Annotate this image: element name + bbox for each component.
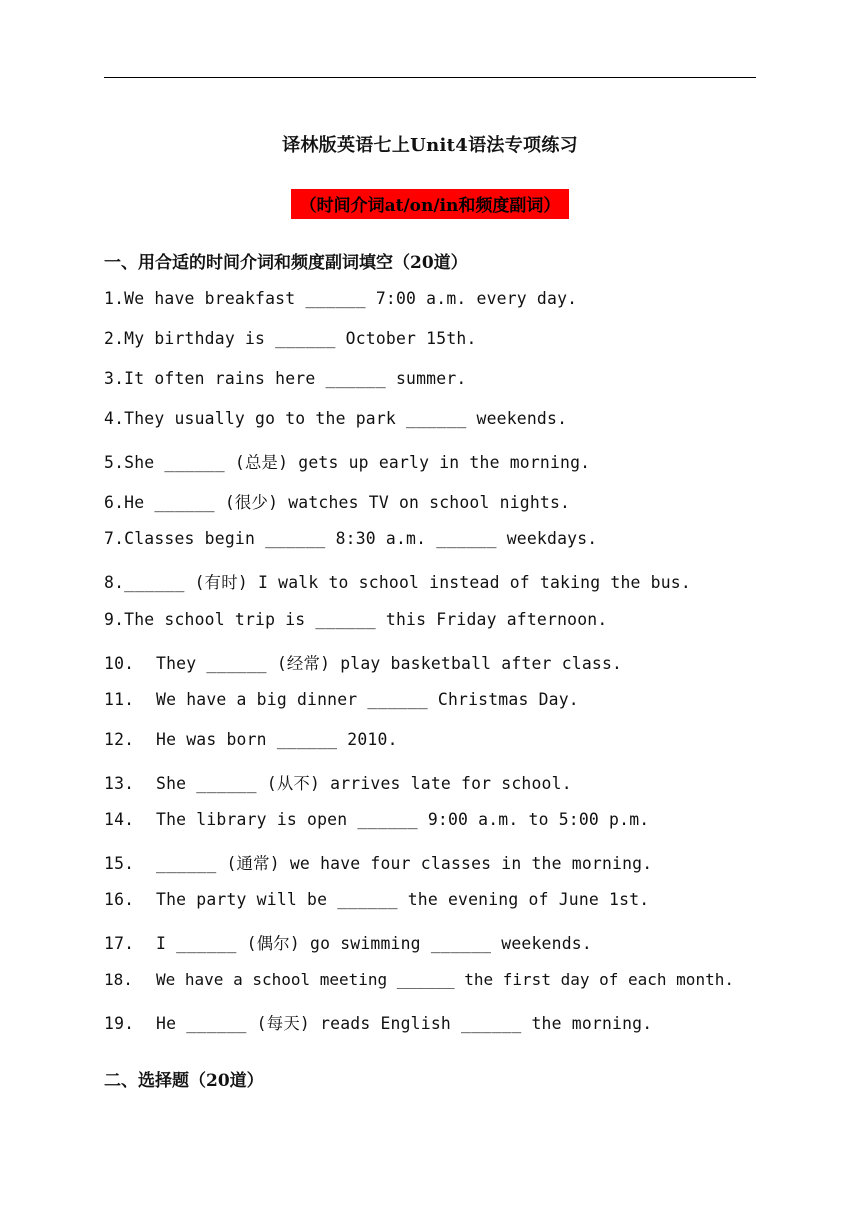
question-item [104, 569, 691, 593]
question-text: It often rains here ______ summer. [124, 369, 467, 388]
question-item [104, 890, 649, 909]
question-number: 6. [104, 493, 125, 512]
question-item [104, 369, 466, 388]
section-heading-fill-blank: 一、用合适的时间介词和频度副词填空（20道） [104, 253, 468, 273]
subtitle-wrap [0, 189, 860, 219]
question-text: I ______ (偶尔) go swimming ______ weekends. [156, 934, 592, 953]
page-subtitle: （时间介词at/on/in和频度副词） [291, 189, 570, 219]
question-item [104, 970, 734, 989]
question-number: 16. [104, 890, 135, 909]
header-rule [104, 77, 756, 78]
question-text: ______ (通常) we have four classes in the morning. [156, 854, 653, 873]
question-text: The library is open ______ 9:00 a.m. to 5:00 p.m. [156, 810, 650, 829]
question-number: 14. [104, 810, 135, 829]
question-number: 17. [104, 934, 135, 953]
question-number: 2. [104, 329, 125, 348]
question-text: He was born ______ 2010. [156, 730, 398, 749]
question-text: She ______ (从不) arrives late for school. [156, 774, 572, 793]
question-number: 1. [104, 289, 125, 308]
page-title: 译林版英语七上Unit4语法专项练习 [282, 135, 578, 156]
question-number: 19. [104, 1014, 135, 1033]
question-item [104, 770, 572, 794]
question-item [104, 449, 590, 473]
question-item [104, 1010, 652, 1034]
question-text: We have breakfast ______ 7:00 a.m. every day. [124, 289, 578, 308]
question-item [104, 730, 398, 749]
question-number: 12. [104, 730, 135, 749]
question-item [104, 329, 477, 348]
question-text: He ______ (很少) watches TV on school nights. [124, 493, 571, 512]
question-text: ______ (有时) I walk to school instead of taking the bus. [124, 573, 691, 592]
question-item [104, 850, 652, 874]
question-item [104, 650, 622, 674]
question-text: She ______ (总是) gets up early in the morning. [124, 453, 591, 472]
question-number: 4. [104, 409, 125, 428]
question-number: 15. [104, 854, 135, 873]
question-number: 3. [104, 369, 125, 388]
question-text: The party will be ______ the evening of June 1st. [156, 890, 650, 909]
question-number: 7. [104, 529, 125, 548]
question-number: 9. [104, 610, 125, 629]
question-text: They usually go to the park ______ weekends. [124, 409, 568, 428]
question-text: We have a school meeting ______ the first day of each month. [156, 970, 734, 989]
question-number: 18. [104, 970, 133, 989]
question-number: 8. [104, 573, 125, 592]
question-item [104, 409, 567, 428]
question-text: Classes begin ______ 8:30 a.m. ______ weekdays. [124, 529, 598, 548]
question-item [104, 610, 607, 629]
question-item [104, 930, 592, 954]
question-item [104, 289, 577, 308]
question-item [104, 489, 570, 513]
question-text: My birthday is ______ October 15th. [124, 329, 477, 348]
question-text: The school trip is ______ this Friday afternoon. [124, 610, 608, 629]
question-text: He ______ (每天) reads English ______ the morning. [156, 1014, 653, 1033]
question-item [104, 690, 579, 709]
question-number: 11. [104, 690, 135, 709]
question-item [104, 529, 597, 548]
question-item [104, 810, 649, 829]
question-text: They ______ (经常) play basketball after class. [156, 654, 623, 673]
question-number: 5. [104, 453, 125, 472]
question-number: 10. [104, 654, 135, 673]
question-text: We have a big dinner ______ Christmas Day. [156, 690, 579, 709]
section-heading-multiple-choice: 二、选择题（20道） [104, 1071, 264, 1091]
question-number: 13. [104, 774, 135, 793]
